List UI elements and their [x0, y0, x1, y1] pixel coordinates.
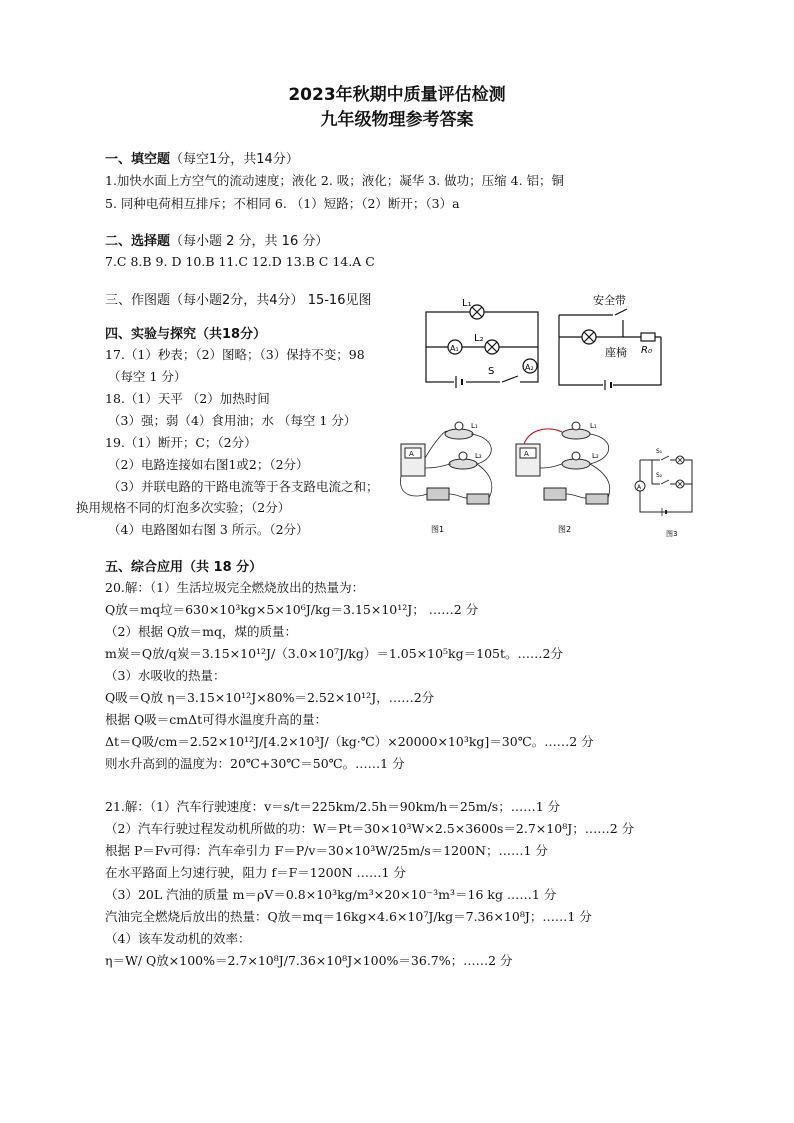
switch-icon: [467, 494, 489, 504]
lamp-icon: [572, 422, 580, 430]
s4-line: （3）并联电路的干路电流等于各支路电流之和；: [108, 479, 379, 494]
ammeter-label: A: [524, 450, 529, 458]
s5-line: 汽油完全燃烧后放出的热量：Q放＝mq＝16kg×4.6×10⁷J/kg＝7.36×10⁸J；……1 分: [105, 909, 592, 924]
s5-line: Q放＝mq垃＝630×10³kg×5×10⁶J/kg＝3.15×10¹²J； ……2 分: [105, 602, 479, 617]
s5-line: m炭＝Q放/q炭＝3.15×10¹²J/（3.0×10⁷J/kg）＝1.05×10⁵kg＝105t。……2分: [105, 646, 563, 661]
fig1-L2: L₂: [475, 452, 482, 460]
fig3-ammeter-label: A: [637, 484, 642, 491]
s1-line-1: 1.加快水面上方空气的流动速度；液化 2. 吸；液化；凝华 3. 做功；压缩 4. 铝；铜: [105, 173, 565, 188]
label-A2: A₂: [525, 363, 534, 372]
s4-line: 17.（1）秒表；（2）图略；（3）保持不变；98: [105, 347, 365, 362]
s1-line-2: 5. 同种电荷相互排斥；不相同 6. （1）短路；（2）断开；（3）a: [105, 196, 460, 211]
label-A1: A₁: [450, 344, 459, 353]
section-1-title: 一、填空题: [105, 152, 171, 167]
section-1-heading: [105, 148, 299, 167]
s5-line: 在水平路面上匀速行驶，阻力 f＝F＝1200N ……1 分: [105, 865, 406, 880]
wiring-figure-2: [510, 418, 625, 538]
fig2-L2: L₂: [592, 452, 599, 460]
fig3-S2: S₂: [656, 472, 663, 479]
s5-line: 21.解：（1）汽车行驶速度：v＝s/t＝225km/2.5h＝90km/h＝25m/s；……1 分: [105, 799, 561, 814]
s4-line: （每空 1 分）: [108, 369, 187, 384]
s5-line: （3）20L 汽油的质量 m＝ρV＝0.8×10³kg/m³×20×10⁻³m³＝16 kg ……1 分: [105, 887, 557, 902]
label-L1: L₁: [462, 298, 472, 309]
s5-line: （2）汽车行驶过程发动机所做的功：W＝Pt＝30×10³W×2.5×3600s＝2.7×10⁸J；……2 分: [105, 821, 635, 836]
lamp-icon: [455, 422, 463, 430]
s4-line: （2）电路连接如右图1或2；（2分）: [108, 457, 309, 472]
label-S: S: [488, 366, 495, 377]
s4-line: （4）电路图如右图 3 所示。（2分）: [108, 522, 309, 537]
lamp-icon: [459, 452, 467, 460]
section-5-heading: 五、综合应用（共 18 分）: [105, 560, 263, 575]
fig2-L1: L₁: [590, 422, 597, 430]
section-3-note: （每小题2分，共4分） 15-16见图: [170, 293, 372, 308]
s5-line: 根据 Q吸＝cmΔt可得水温度升高的量：: [105, 712, 328, 727]
s5-line: （3）水吸收的热量：: [105, 668, 226, 683]
fig3-S1: S₁: [656, 448, 663, 455]
s5-line: （2）根据 Q放＝mq，煤的质量：: [105, 624, 298, 639]
s2-line-1: 7.C 8.B 9. D 10.B 11.C 12.D 13.B C 14.A C: [105, 254, 375, 269]
title-line-1: 2023年秋期中质量评估检测: [288, 85, 506, 105]
s4-line: 19.（1）断开；C；（2分）: [105, 435, 257, 450]
s5-line: η＝W/ Q放×100%＝2.7×10⁸J/7.36×10⁸J×100%＝36.7%；……2 分: [105, 953, 513, 968]
battery-icon: [427, 488, 449, 500]
s4-line: 18.（1）天平 （2）加热时间: [105, 391, 270, 406]
wiring-figure-1: [397, 418, 507, 538]
figure-3-caption: 图3: [666, 530, 678, 538]
circuit-figure-3: [632, 440, 704, 540]
s5-line: （4）该车发动机的效率：: [105, 931, 251, 946]
fig1-L1: L₁: [471, 422, 478, 430]
lamp-icon: [572, 452, 580, 460]
label-seatbelt: 安全带: [593, 294, 626, 307]
section-3-title: 三、作图题: [105, 293, 171, 308]
section-1-note: （每空1分，共14分）: [170, 152, 299, 167]
parallel-circuit-diagram: [418, 292, 548, 392]
s5-line: 则水升高到的温度为：20℃+30℃＝50℃。……1 分: [105, 756, 405, 771]
title-line-2: 九年级物理参考答案: [320, 110, 474, 130]
section-2-heading: [105, 230, 328, 249]
seatbelt-circuit-diagram: [553, 290, 668, 390]
figure-2-caption: 图2: [558, 525, 572, 534]
section-3-heading: [105, 289, 371, 308]
label-L2: L₂: [474, 333, 484, 344]
section-4-heading: 四、实验与探究（共18分）: [105, 327, 267, 342]
s5-line: Δt＝Q吸/cm＝2.52×10¹²J/[4.2×10³J/（kg·℃）×20000×10³kg]＝30℃。……2 分: [105, 734, 594, 749]
figure-1-caption: 图1: [431, 525, 445, 534]
s5-line: 根据 P＝Fv可得：汽车牵引力 F＝P/v＝30×10³W/25m/s＝1200N；……1 分: [105, 843, 548, 858]
ammeter-label: A: [409, 450, 414, 458]
s5-line: Q吸＝Q放 η＝3.15×10¹²J×80%＝2.52×10¹²J，……2分: [105, 690, 435, 705]
s4-line: （3）强；弱（4）食用油；水 （每空 1 分）: [108, 413, 357, 428]
section-2-title: 二、选择题: [105, 234, 171, 249]
switch-icon: [586, 494, 608, 504]
s5-line: 20.解：（1）生活垃圾完全燃烧放出的热量为：: [105, 580, 365, 595]
section-2-note: （每小题 2 分，共 16 分）: [170, 234, 329, 249]
battery-icon: [544, 488, 566, 500]
s4-line: 换用规格不同的灯泡多次实验；（2分）: [76, 500, 291, 515]
label-R0: R₀: [641, 345, 652, 356]
label-seat: 座椅: [605, 346, 627, 359]
